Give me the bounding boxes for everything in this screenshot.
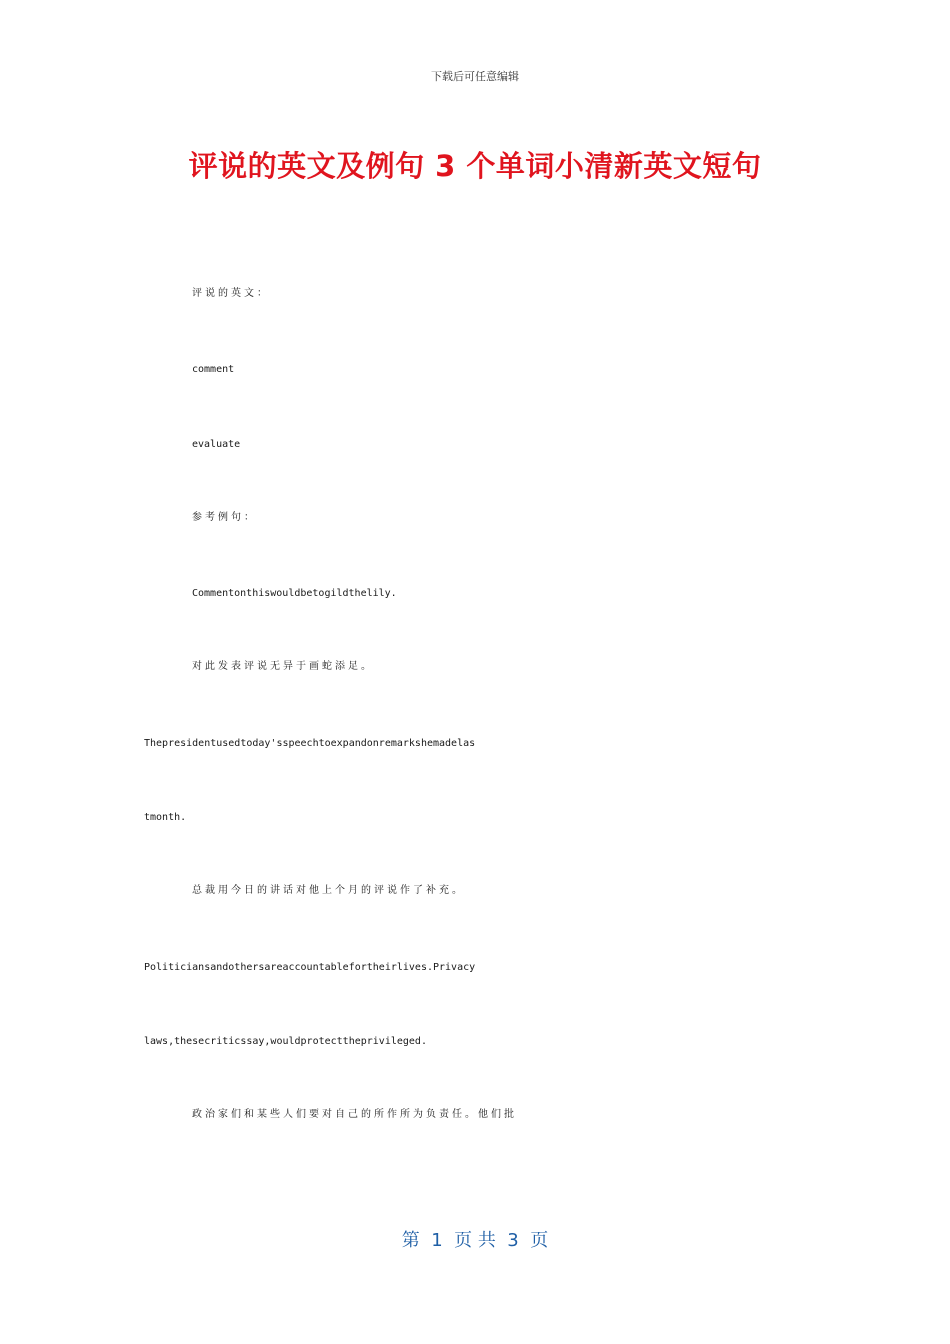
paragraph-word-comment: comment — [192, 364, 235, 375]
page-footer: 第 1 页 共 3 页 — [401, 1230, 549, 1251]
paragraph-example-3-en-line-1: Politiciansandothersareaccountablefortheirlives.Privacy — [144, 962, 476, 973]
paragraph-example-2-en-line-1: Thepresidentusedtoday'sspeechtoexpandonremarkshemadelas — [144, 738, 476, 749]
paragraph-example-1-zh: 对此发表评说无异于画蛇添足。 — [192, 661, 374, 672]
paragraph-example-3-en-line-2: laws,thesecriticssay,wouldprotecttheprivileged. — [144, 1036, 427, 1047]
document-title: 评说的英文及例句 3 个单词小清新英文短句 — [188, 149, 762, 183]
header-note: 下载后可任意编辑 — [431, 70, 519, 83]
paragraph-example-1-en: Commentonthiswouldbetogildthelily. — [192, 588, 397, 599]
paragraph-heading-translation: 评说的英文： — [192, 288, 270, 299]
paragraph-heading-examples: 参考例句： — [192, 512, 257, 523]
paragraph-example-2-zh: 总裁用今日的讲话对他上个月的评说作了补充。 — [192, 885, 465, 896]
paragraph-example-3-zh: 政治家们和某些人们要对自己的所作所为负责任。他们批 — [192, 1109, 517, 1120]
paragraph-word-evaluate: evaluate — [192, 439, 241, 450]
paragraph-example-2-en-line-2: tmonth. — [144, 812, 187, 823]
